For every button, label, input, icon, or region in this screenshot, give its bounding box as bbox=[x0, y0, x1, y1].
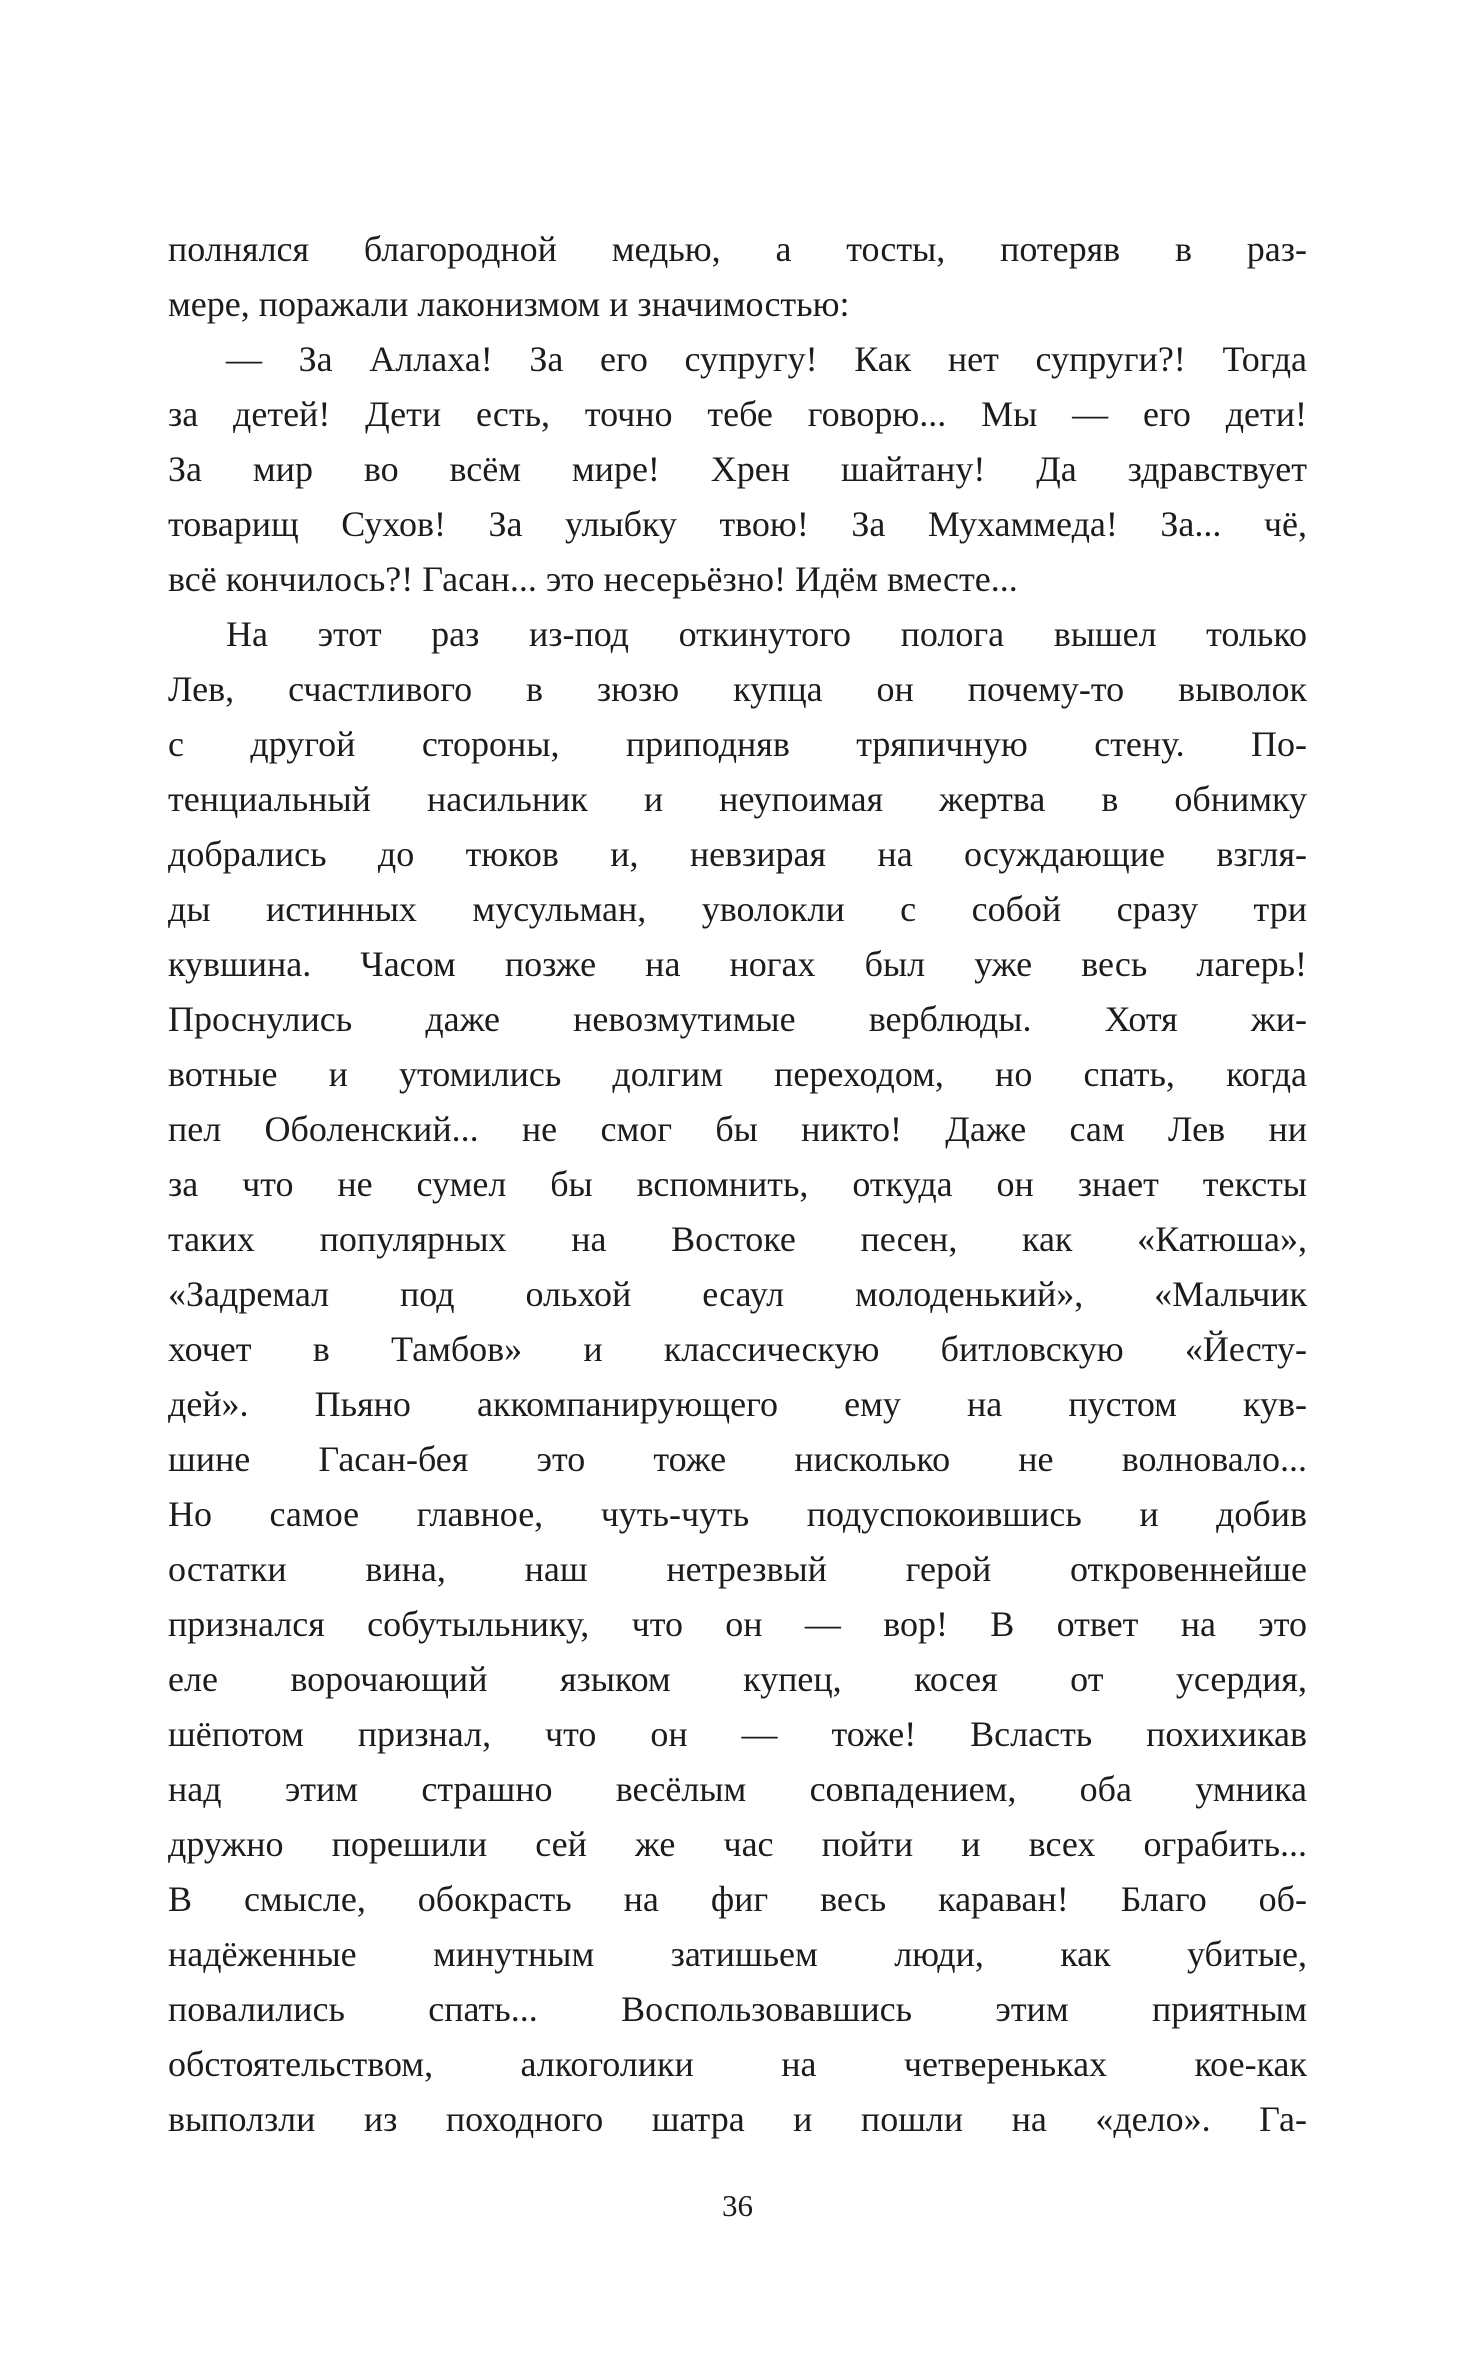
text-line: Проснулись даже невозмутимые верблюды. Хотя жи- bbox=[168, 999, 1307, 1039]
text-line: над этим страшно весёлым совпадением, оба умника bbox=[168, 1769, 1307, 1809]
text-line: За мир во всём мире! Хрен шайтану! Да здравствует bbox=[168, 449, 1307, 489]
text-line: мере, поражали лаконизмом и значимостью: bbox=[168, 284, 850, 324]
text-line: «Задремал под ольхой есаул молоденький», «Мальчик bbox=[168, 1274, 1307, 1314]
text-line: повалились спать... Воспользовавшись этим приятным bbox=[168, 1989, 1307, 2029]
text-line: товарищ Сухов! За улыбку твою! За Мухаммеда! За... чё, bbox=[168, 504, 1307, 544]
text-line: хочет в Тамбов» и классическую битловскую «Йесту- bbox=[168, 1329, 1307, 1369]
text-line: шине Гасан-бея это тоже нисколько не волновало... bbox=[168, 1439, 1307, 1479]
text-line: выползли из походного шатра и пошли на «дело». Га- bbox=[168, 2099, 1307, 2139]
text-line: за что не сумел бы вспомнить, откуда он знает тексты bbox=[168, 1164, 1307, 1204]
text-line: добрались до тюков и, невзирая на осуждающие взгля- bbox=[168, 834, 1307, 874]
text-line: обстоятельством, алкоголики на четвереньках кое-как bbox=[168, 2044, 1307, 2084]
text-line: надёженные минутным затишьем люди, как убитые, bbox=[168, 1934, 1307, 1974]
text-line: дей». Пьяно аккомпанирующего ему на пустом кув- bbox=[168, 1384, 1307, 1424]
text-line: всё кончилось?! Гасан... это несерьёзно! Идём вместе... bbox=[168, 559, 1018, 599]
text-line: полнялся благородной медью, а тосты, потеряв в раз- bbox=[168, 229, 1307, 269]
text-line: вотные и утомились долгим переходом, но спать, когда bbox=[168, 1054, 1307, 1094]
text-line: В смысле, обокрасть на фиг весь караван! Благо об- bbox=[168, 1879, 1307, 1919]
text-line: Но самое главное, чуть-чуть подуспокоившись и добив bbox=[168, 1494, 1307, 1534]
text-line: Лев, счастливого в зюзю купца он почему-то выволок bbox=[168, 669, 1307, 709]
page-text bbox=[168, 222, 1307, 2147]
text-line: за детей! Дети есть, точно тебе говорю... Мы — его дети! bbox=[168, 394, 1307, 434]
text-line: дружно порешили сей же час пойти и всех ограбить... bbox=[168, 1824, 1307, 1864]
page-number: 36 bbox=[722, 2188, 753, 2223]
text-line: шёпотом признал, что он — тоже! Всласть похихикав bbox=[168, 1714, 1307, 1754]
text-line: тенциальный насильник и неупоимая жертва в обнимку bbox=[168, 779, 1307, 819]
text-line: с другой стороны, приподняв тряпичную стену. По- bbox=[168, 724, 1307, 764]
text-line: — За Аллаха! За его супругу! Как нет супруги?! Тогда bbox=[226, 339, 1307, 379]
text-line: остатки вина, наш нетрезвый герой откровеннейше bbox=[168, 1549, 1307, 1589]
text-line: На этот раз из-под откинутого полога вышел только bbox=[226, 614, 1307, 654]
text-line: пел Оболенский... не смог бы никто! Даже сам Лев ни bbox=[168, 1109, 1307, 1149]
text-line: признался собутыльнику, что он — вор! В ответ на это bbox=[168, 1604, 1307, 1644]
text-line: еле ворочающий языком купец, косея от усердия, bbox=[168, 1659, 1307, 1699]
text-line: кувшина. Часом позже на ногах был уже весь лагерь! bbox=[168, 944, 1307, 984]
text-line: таких популярных на Востоке песен, как «Катюша», bbox=[168, 1219, 1307, 1259]
text-line: ды истинных мусульман, уволокли с собой сразу три bbox=[168, 889, 1307, 929]
